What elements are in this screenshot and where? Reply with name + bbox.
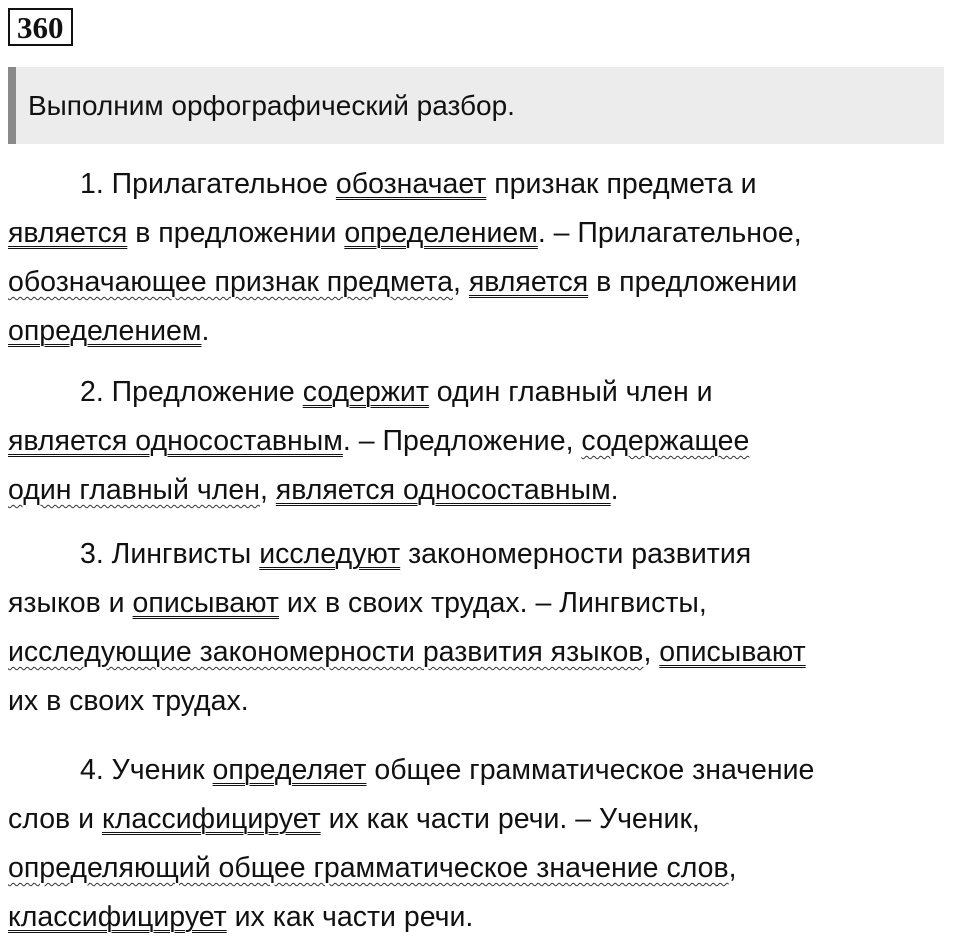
plain-text: . – Прилагательное, <box>537 217 802 249</box>
predicate-word: классифицирует <box>101 803 321 835</box>
text-line <box>8 677 952 726</box>
paragraph-1 <box>8 160 952 356</box>
participial-phrase: исследующие закономерности развития языков <box>8 636 644 668</box>
plain-text: , <box>728 852 737 884</box>
plain-text: 4. Ученик <box>80 754 213 786</box>
text-line <box>8 368 952 417</box>
plain-text: 3. Лингвисты <box>80 538 260 570</box>
plain-text: языков и <box>8 587 133 619</box>
plain-text: их как части речи. <box>226 901 474 933</box>
text-line <box>8 307 952 356</box>
predicate-word: описывают <box>659 636 806 668</box>
participial-phrase: один главный член <box>8 474 260 506</box>
plain-text: 2. Предложение <box>80 376 303 408</box>
exercise-number: 360 <box>8 8 73 46</box>
plain-text: их в своих трудах. – Лингвисты, <box>278 587 707 619</box>
plain-text: , <box>259 474 276 506</box>
instruction-text: Выполним орфографический разбор. <box>28 90 515 121</box>
plain-text: признак предмета и <box>486 168 757 200</box>
predicate-word: обозначает <box>335 168 487 200</box>
plain-text: в предложении <box>127 217 345 249</box>
predicate-word: определяет <box>212 754 367 786</box>
plain-text: . – Предложение, <box>342 425 582 457</box>
predicate-word: является <box>8 217 128 249</box>
instruction-banner <box>8 67 944 144</box>
plain-text: закономерности развития <box>400 538 752 570</box>
predicate-word: является односоставным <box>8 425 343 457</box>
predicate-word: определением <box>8 315 202 347</box>
plain-text: в предложении <box>588 266 798 298</box>
paragraph-2 <box>8 368 952 515</box>
paragraph-4 <box>8 746 952 942</box>
text-line <box>8 530 952 579</box>
predicate-word: определением <box>344 217 538 249</box>
text-line <box>8 579 952 628</box>
participial-phrase: обозначающее признак предмета <box>8 266 454 298</box>
plain-text: . <box>610 474 619 506</box>
plain-text: их как части речи. – Ученик, <box>320 803 700 835</box>
predicate-word: является односоставным <box>275 474 611 506</box>
plain-text: их в своих трудах. <box>8 685 249 717</box>
text-line <box>8 628 952 677</box>
text-line <box>8 209 952 258</box>
paragraph-3 <box>8 530 952 726</box>
text-line <box>8 893 952 942</box>
plain-text: . <box>201 315 210 347</box>
plain-text: , <box>643 636 660 668</box>
text-line <box>8 258 952 307</box>
text-line <box>8 466 952 515</box>
predicate-word: содержит <box>302 376 429 408</box>
text-line <box>8 417 952 466</box>
text-line <box>8 746 952 795</box>
text-line <box>8 795 952 844</box>
plain-text: , <box>453 266 469 298</box>
predicate-word: классифицирует <box>8 901 227 933</box>
text-line <box>8 160 952 209</box>
plain-text: 1. Прилагательное <box>80 168 336 200</box>
plain-text: один главный член и <box>428 376 713 408</box>
predicate-word: является <box>468 266 589 298</box>
predicate-word: исследуют <box>259 538 401 570</box>
plain-text: общее грамматическое значение <box>366 754 815 786</box>
plain-text: слов и <box>8 803 102 835</box>
participial-phrase: определяющий общее грамматическое значение слов <box>8 852 729 884</box>
predicate-word: описывают <box>132 587 279 619</box>
participial-phrase: содержащее <box>581 425 750 457</box>
text-line <box>8 844 952 893</box>
